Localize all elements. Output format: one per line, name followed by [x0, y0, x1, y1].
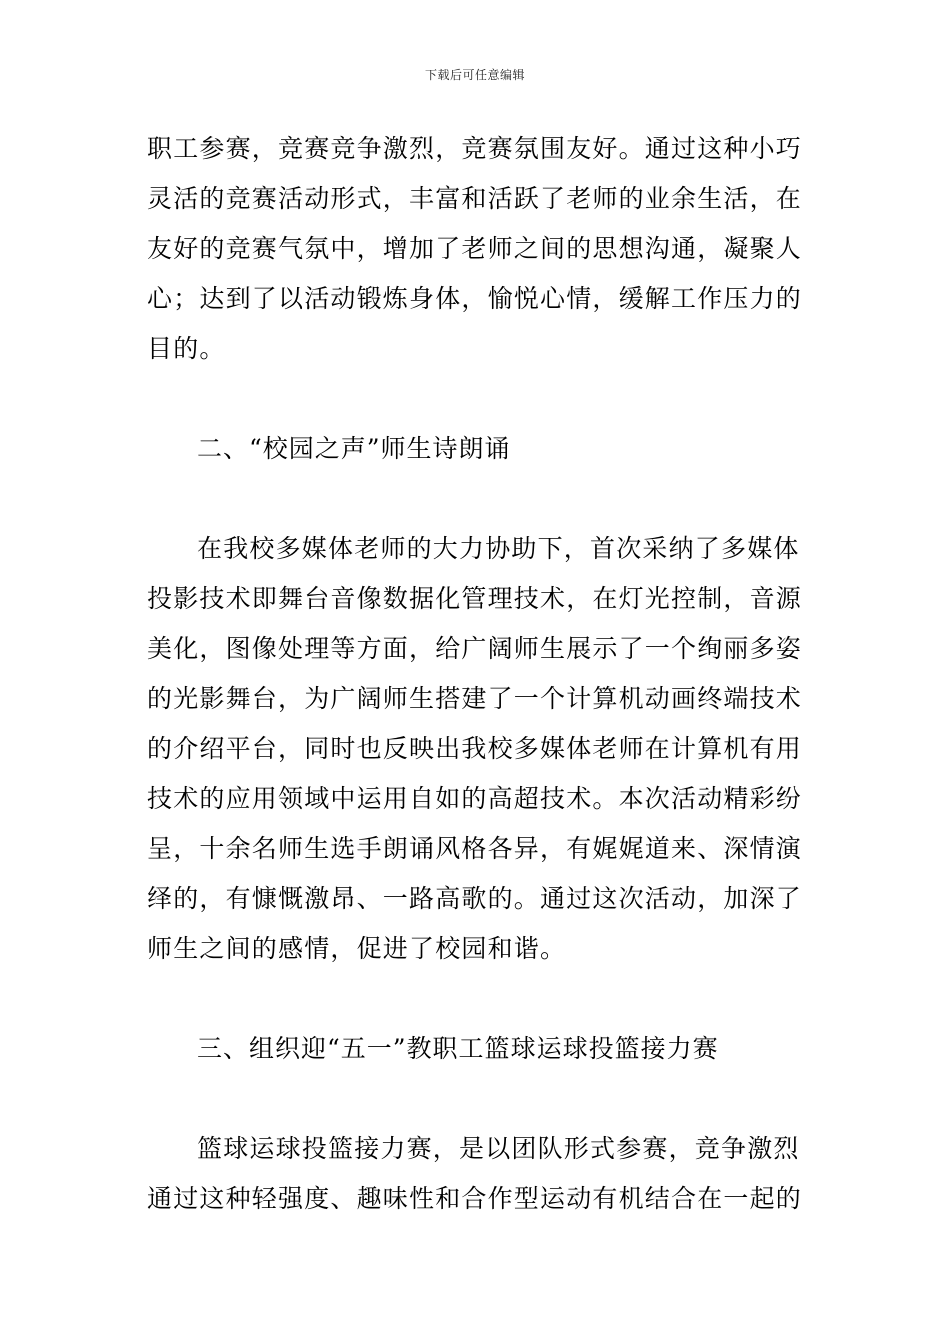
text-line: 职工参赛，竞赛竞争激烈，竞赛氛围友好。通过这种小巧	[147, 134, 803, 163]
paragraph-1	[147, 124, 807, 374]
section-heading-2: 二、“校园之声”师生诗朗诵	[197, 434, 511, 463]
paragraph-3	[147, 1124, 807, 1224]
text-line: 心；达到了以活动锻炼身体，愉悦心情，缓解工作压力的	[147, 284, 803, 313]
text-line: 目的。	[147, 334, 226, 363]
text-line: 的光影舞台，为广阔师生搭建了一个计算机动画终端技术	[147, 684, 803, 713]
paragraph-2	[147, 524, 807, 974]
text-line: 师生之间的感情，促进了校园和谐。	[147, 934, 567, 963]
text-line: 篮球运球投篮接力赛，是以团队形式参赛，竞争激烈	[197, 1134, 800, 1163]
text-line: 美化，图像处理等方面，给广阔师生展示了一个绚丽多姿	[147, 634, 803, 663]
text-line: 灵活的竞赛活动形式，丰富和活跃了老师的业余生活，在	[147, 184, 803, 213]
paragraph-spacer	[147, 474, 807, 524]
section-heading-3: 三、组织迎“五一”教职工篮球运球投篮接力赛	[197, 1034, 719, 1063]
text-line: 投影技术即舞台音像数据化管理技术，在灯光控制，音源	[147, 584, 803, 613]
text-line: 绎的，有慷慨激昂、一路高歌的。通过这次活动，加深了	[147, 884, 803, 913]
paragraph-spacer	[147, 1074, 807, 1124]
text-line: 通过这种轻强度、趣味性和合作型运动有机结合在一起的	[147, 1184, 803, 1213]
text-line: 的介绍平台，同时也反映出我校多媒体老师在计算机有用	[147, 734, 803, 763]
paragraph-spacer	[147, 374, 807, 424]
paragraph-spacer	[147, 974, 807, 1024]
document-body	[147, 124, 807, 1224]
text-line: 在我校多媒体老师的大力协助下，首次采纳了多媒体	[197, 534, 800, 563]
text-line: 技术的应用领域中运用自如的高超技术。本次活动精彩纷	[147, 784, 803, 813]
text-line: 呈，十余名师生选手朗诵风格各异，有娓娓道来、深情演	[147, 834, 803, 863]
text-line: 友好的竞赛气氛中，增加了老师之间的思想沟通，凝聚人	[147, 234, 803, 263]
header-note: 下载后可任意编辑	[424, 68, 525, 82]
